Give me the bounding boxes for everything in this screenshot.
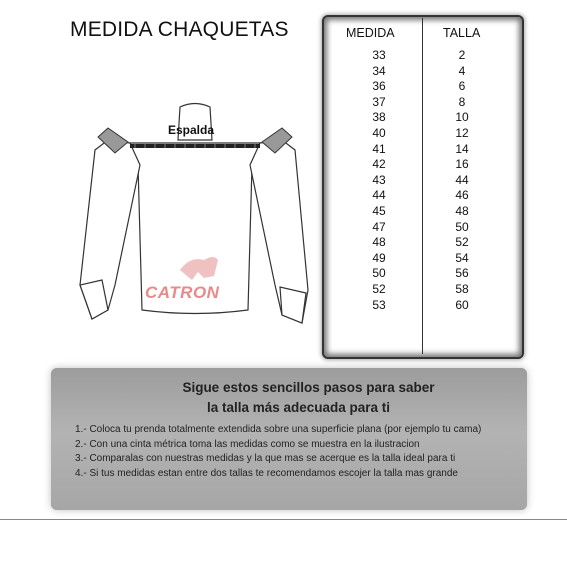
talla-cell: 54	[455, 250, 469, 265]
instructions-heading-2: la talla más adecuada para ti	[206, 400, 391, 415]
medida-column	[359, 48, 399, 313]
medida-cell: 40	[372, 125, 386, 140]
medida-cell: 44	[372, 188, 386, 203]
bottom-rule	[0, 519, 567, 520]
talla-cell: 14	[455, 141, 469, 156]
medida-cell: 38	[372, 110, 386, 125]
table-divider	[422, 18, 423, 354]
talla-cell: 8	[458, 94, 466, 109]
medida-cell: 34	[372, 63, 386, 78]
header-talla: TALLA	[443, 26, 481, 40]
medida-cell: 33	[372, 48, 386, 62]
talla-cell: 60	[455, 297, 469, 312]
header-medida: MEDIDA	[346, 26, 395, 40]
talla-cell: 46	[455, 188, 469, 203]
medida-cell: 45	[372, 203, 386, 218]
talla-cell: 4	[458, 63, 466, 78]
brand-logo: CATRON	[145, 283, 220, 302]
talla-cell: 12	[455, 125, 469, 140]
talla-cell: 58	[455, 281, 469, 296]
medida-cell: 47	[372, 219, 386, 234]
medida-cell: 42	[372, 157, 386, 172]
talla-cell: 56	[455, 266, 469, 281]
talla-cell: 16	[455, 157, 469, 172]
step-4: 4.- Si tus medidas estan entre dos tallas te recomendamos escojer la talla mas grande	[75, 467, 458, 479]
medida-cell: 52	[372, 281, 386, 296]
size-table	[322, 15, 524, 359]
talla-cell: 2	[458, 48, 466, 62]
step-1: 1.- Coloca tu prenda totalmente extendida sobre una superficie plana (por ejemplo tu cama)	[75, 424, 482, 435]
medida-cell: 37	[372, 94, 386, 109]
medida-cell: 41	[372, 141, 386, 156]
instructions-heading-1: Sigue estos sencillos pasos para saber	[182, 380, 435, 395]
medida-cell: 50	[372, 266, 386, 281]
step-2: 2.- Con una cinta métrica toma las medidas como se muestra en la ilustracion	[75, 438, 420, 450]
talla-cell: 52	[455, 235, 469, 250]
page-title: MEDIDA CHAQUETAS	[70, 18, 289, 41]
talla-cell: 6	[458, 79, 466, 94]
medida-cell: 49	[372, 250, 386, 265]
medida-cell: 48	[372, 235, 386, 250]
espalda-label: Espalda	[168, 123, 215, 137]
talla-cell: 48	[455, 203, 469, 218]
medida-cell: 43	[372, 172, 386, 187]
talla-cell: 50	[455, 219, 469, 234]
step-3: 3.- Comparalas con nuestras medidas y la que mas se acerque es la talla ideal para ti	[75, 453, 456, 464]
medida-cell: 53	[372, 297, 386, 312]
talla-column	[442, 48, 482, 313]
instructions-steps	[75, 423, 481, 481]
talla-cell: 44	[455, 172, 469, 187]
talla-cell: 10	[455, 110, 469, 125]
medida-cell: 36	[372, 79, 386, 94]
